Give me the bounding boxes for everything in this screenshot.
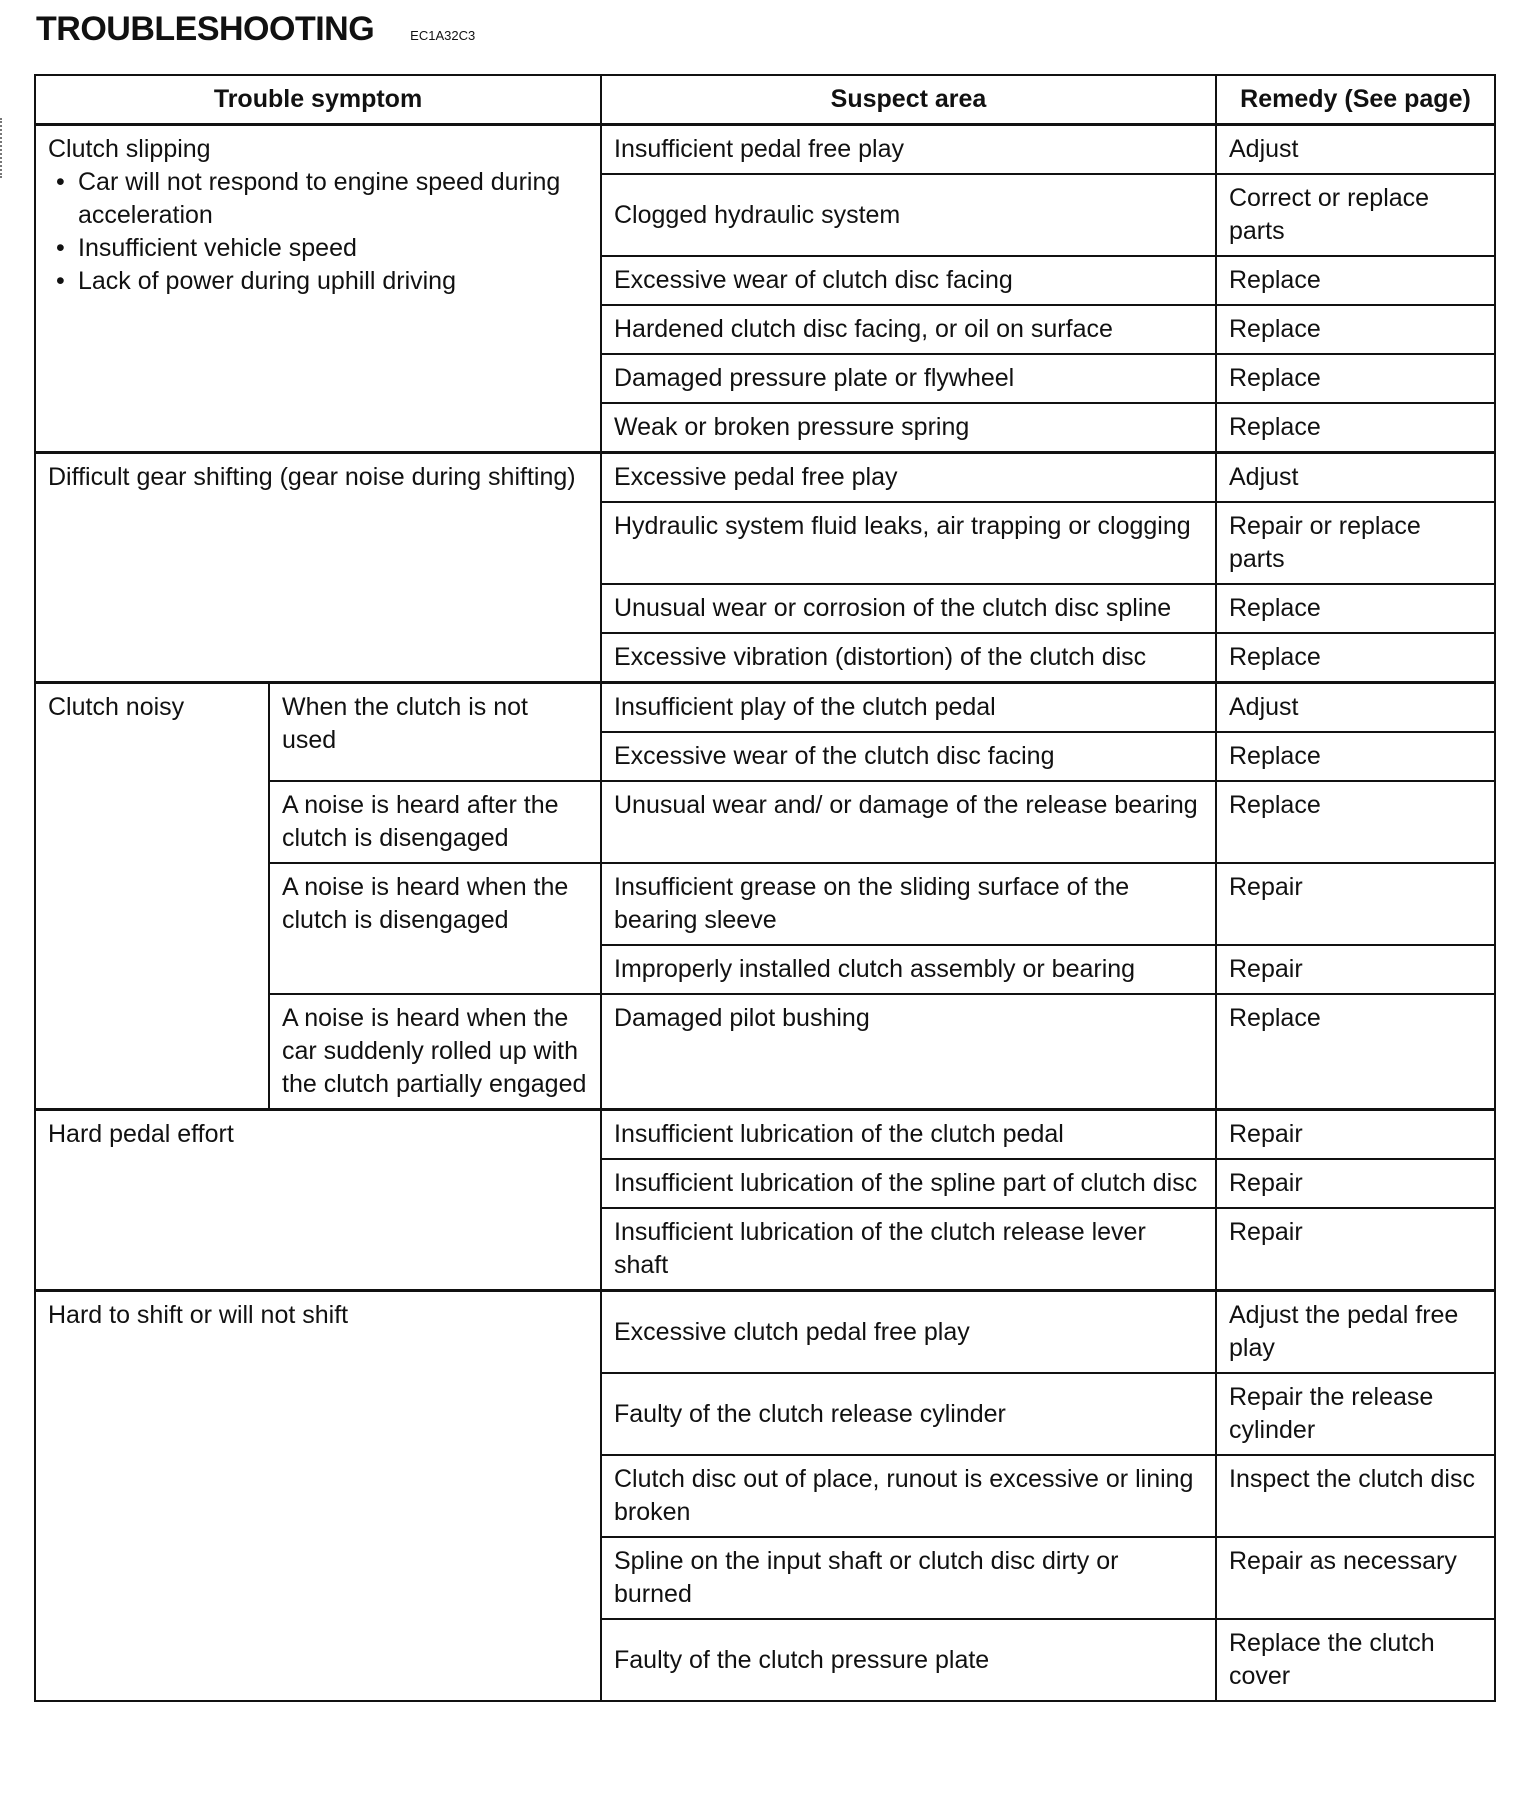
remedy-cell: Replace <box>1216 403 1495 453</box>
remedy-cell: Repair <box>1216 1110 1495 1160</box>
suspect-cell: Faulty of the clutch pressure plate <box>601 1619 1216 1701</box>
condition-cell: When the clutch is not used <box>269 683 601 782</box>
suspect-cell: Faulty of the clutch release cylinder <box>601 1373 1216 1455</box>
remedy-cell: Repair <box>1216 863 1495 945</box>
condition-cell: A noise is heard when the clutch is disengaged <box>269 863 601 994</box>
remedy-cell: Adjust <box>1216 125 1495 175</box>
bullet-item: • Lack of power during uphill driving <box>78 265 588 298</box>
symptom-cell <box>35 125 601 453</box>
table-row <box>35 1110 1495 1160</box>
margin-mark <box>0 118 5 178</box>
table-row <box>35 1291 1495 1374</box>
remedy-cell: Adjust <box>1216 453 1495 503</box>
remedy-cell: Correct or replace parts <box>1216 174 1495 256</box>
suspect-cell: Clogged hydraulic system <box>601 174 1216 256</box>
page-title: TROUBLESHOOTING <box>36 10 375 48</box>
suspect-cell: Excessive clutch pedal free play <box>601 1291 1216 1374</box>
remedy-cell: Repair the release cylinder <box>1216 1373 1495 1455</box>
suspect-cell: Spline on the input shaft or clutch disc dirty or burned <box>601 1537 1216 1619</box>
suspect-cell: Improperly installed clutch assembly or bearing <box>601 945 1216 994</box>
troubleshooting-table <box>34 74 1496 1702</box>
remedy-cell: Adjust <box>1216 683 1495 733</box>
remedy-cell: Replace <box>1216 994 1495 1110</box>
symptom-bullets <box>48 166 588 298</box>
suspect-cell: Unusual wear or corrosion of the clutch disc spline <box>601 584 1216 633</box>
remedy-cell: Replace the clutch cover <box>1216 1619 1495 1701</box>
remedy-cell: Replace <box>1216 305 1495 354</box>
symptom-text: Clutch slipping <box>48 135 211 163</box>
section-code: EC1A32C3 <box>410 28 476 43</box>
suspect-cell: Insufficient lubrication of the clutch release lever shaft <box>601 1208 1216 1291</box>
title-row <box>36 10 475 54</box>
remedy-cell: Repair <box>1216 1159 1495 1208</box>
header-trouble-symptom: Trouble symptom <box>35 75 601 125</box>
table-row <box>35 125 1495 175</box>
suspect-cell: Insufficient grease on the sliding surface of the bearing sleeve <box>601 863 1216 945</box>
suspect-cell: Excessive pedal free play <box>601 453 1216 503</box>
remedy-cell: Replace <box>1216 354 1495 403</box>
table-row <box>35 453 1495 503</box>
suspect-cell: Insufficient lubrication of the spline part of clutch disc <box>601 1159 1216 1208</box>
bullet-item: • Car will not respond to engine speed during acceleration <box>78 166 588 232</box>
remedy-cell: Adjust the pedal free play <box>1216 1291 1495 1374</box>
suspect-cell: Damaged pilot bushing <box>601 994 1216 1110</box>
suspect-cell: Insufficient pedal free play <box>601 125 1216 175</box>
suspect-cell: Hydraulic system fluid leaks, air trapping or clogging <box>601 502 1216 584</box>
symptom-cell: Hard pedal effort <box>35 1110 601 1291</box>
remedy-cell: Replace <box>1216 633 1495 683</box>
header-row <box>35 75 1495 125</box>
remedy-cell: Inspect the clutch disc <box>1216 1455 1495 1537</box>
remedy-cell: Repair <box>1216 945 1495 994</box>
condition-cell: A noise is heard when the car suddenly rolled up with the clutch partially engaged <box>269 994 601 1110</box>
header-remedy: Remedy (See page) <box>1216 75 1495 125</box>
suspect-cell: Excessive wear of the clutch disc facing <box>601 732 1216 781</box>
suspect-cell: Damaged pressure plate or flywheel <box>601 354 1216 403</box>
bullet-item: • Insufficient vehicle speed <box>78 232 588 265</box>
condition-cell: A noise is heard after the clutch is disengaged <box>269 781 601 863</box>
remedy-cell: Replace <box>1216 781 1495 863</box>
suspect-cell: Excessive vibration (distortion) of the clutch disc <box>601 633 1216 683</box>
remedy-cell: Repair <box>1216 1208 1495 1291</box>
suspect-cell: Clutch disc out of place, runout is excessive or lining broken <box>601 1455 1216 1537</box>
remedy-cell: Replace <box>1216 584 1495 633</box>
suspect-cell: Insufficient play of the clutch pedal <box>601 683 1216 733</box>
suspect-cell: Excessive wear of clutch disc facing <box>601 256 1216 305</box>
symptom-cell: Hard to shift or will not shift <box>35 1291 601 1702</box>
remedy-cell: Replace <box>1216 256 1495 305</box>
suspect-cell: Hardened clutch disc facing, or oil on surface <box>601 305 1216 354</box>
suspect-cell: Insufficient lubrication of the clutch pedal <box>601 1110 1216 1160</box>
symptom-cell: Clutch noisy <box>35 683 269 1110</box>
remedy-cell: Replace <box>1216 732 1495 781</box>
suspect-cell: Weak or broken pressure spring <box>601 403 1216 453</box>
header-suspect-area: Suspect area <box>601 75 1216 125</box>
remedy-cell: Repair as necessary <box>1216 1537 1495 1619</box>
remedy-cell: Repair or replace parts <box>1216 502 1495 584</box>
suspect-cell: Unusual wear and/ or damage of the release bearing <box>601 781 1216 863</box>
symptom-cell: Difficult gear shifting (gear noise during shifting) <box>35 453 601 683</box>
table-row <box>35 683 1495 733</box>
